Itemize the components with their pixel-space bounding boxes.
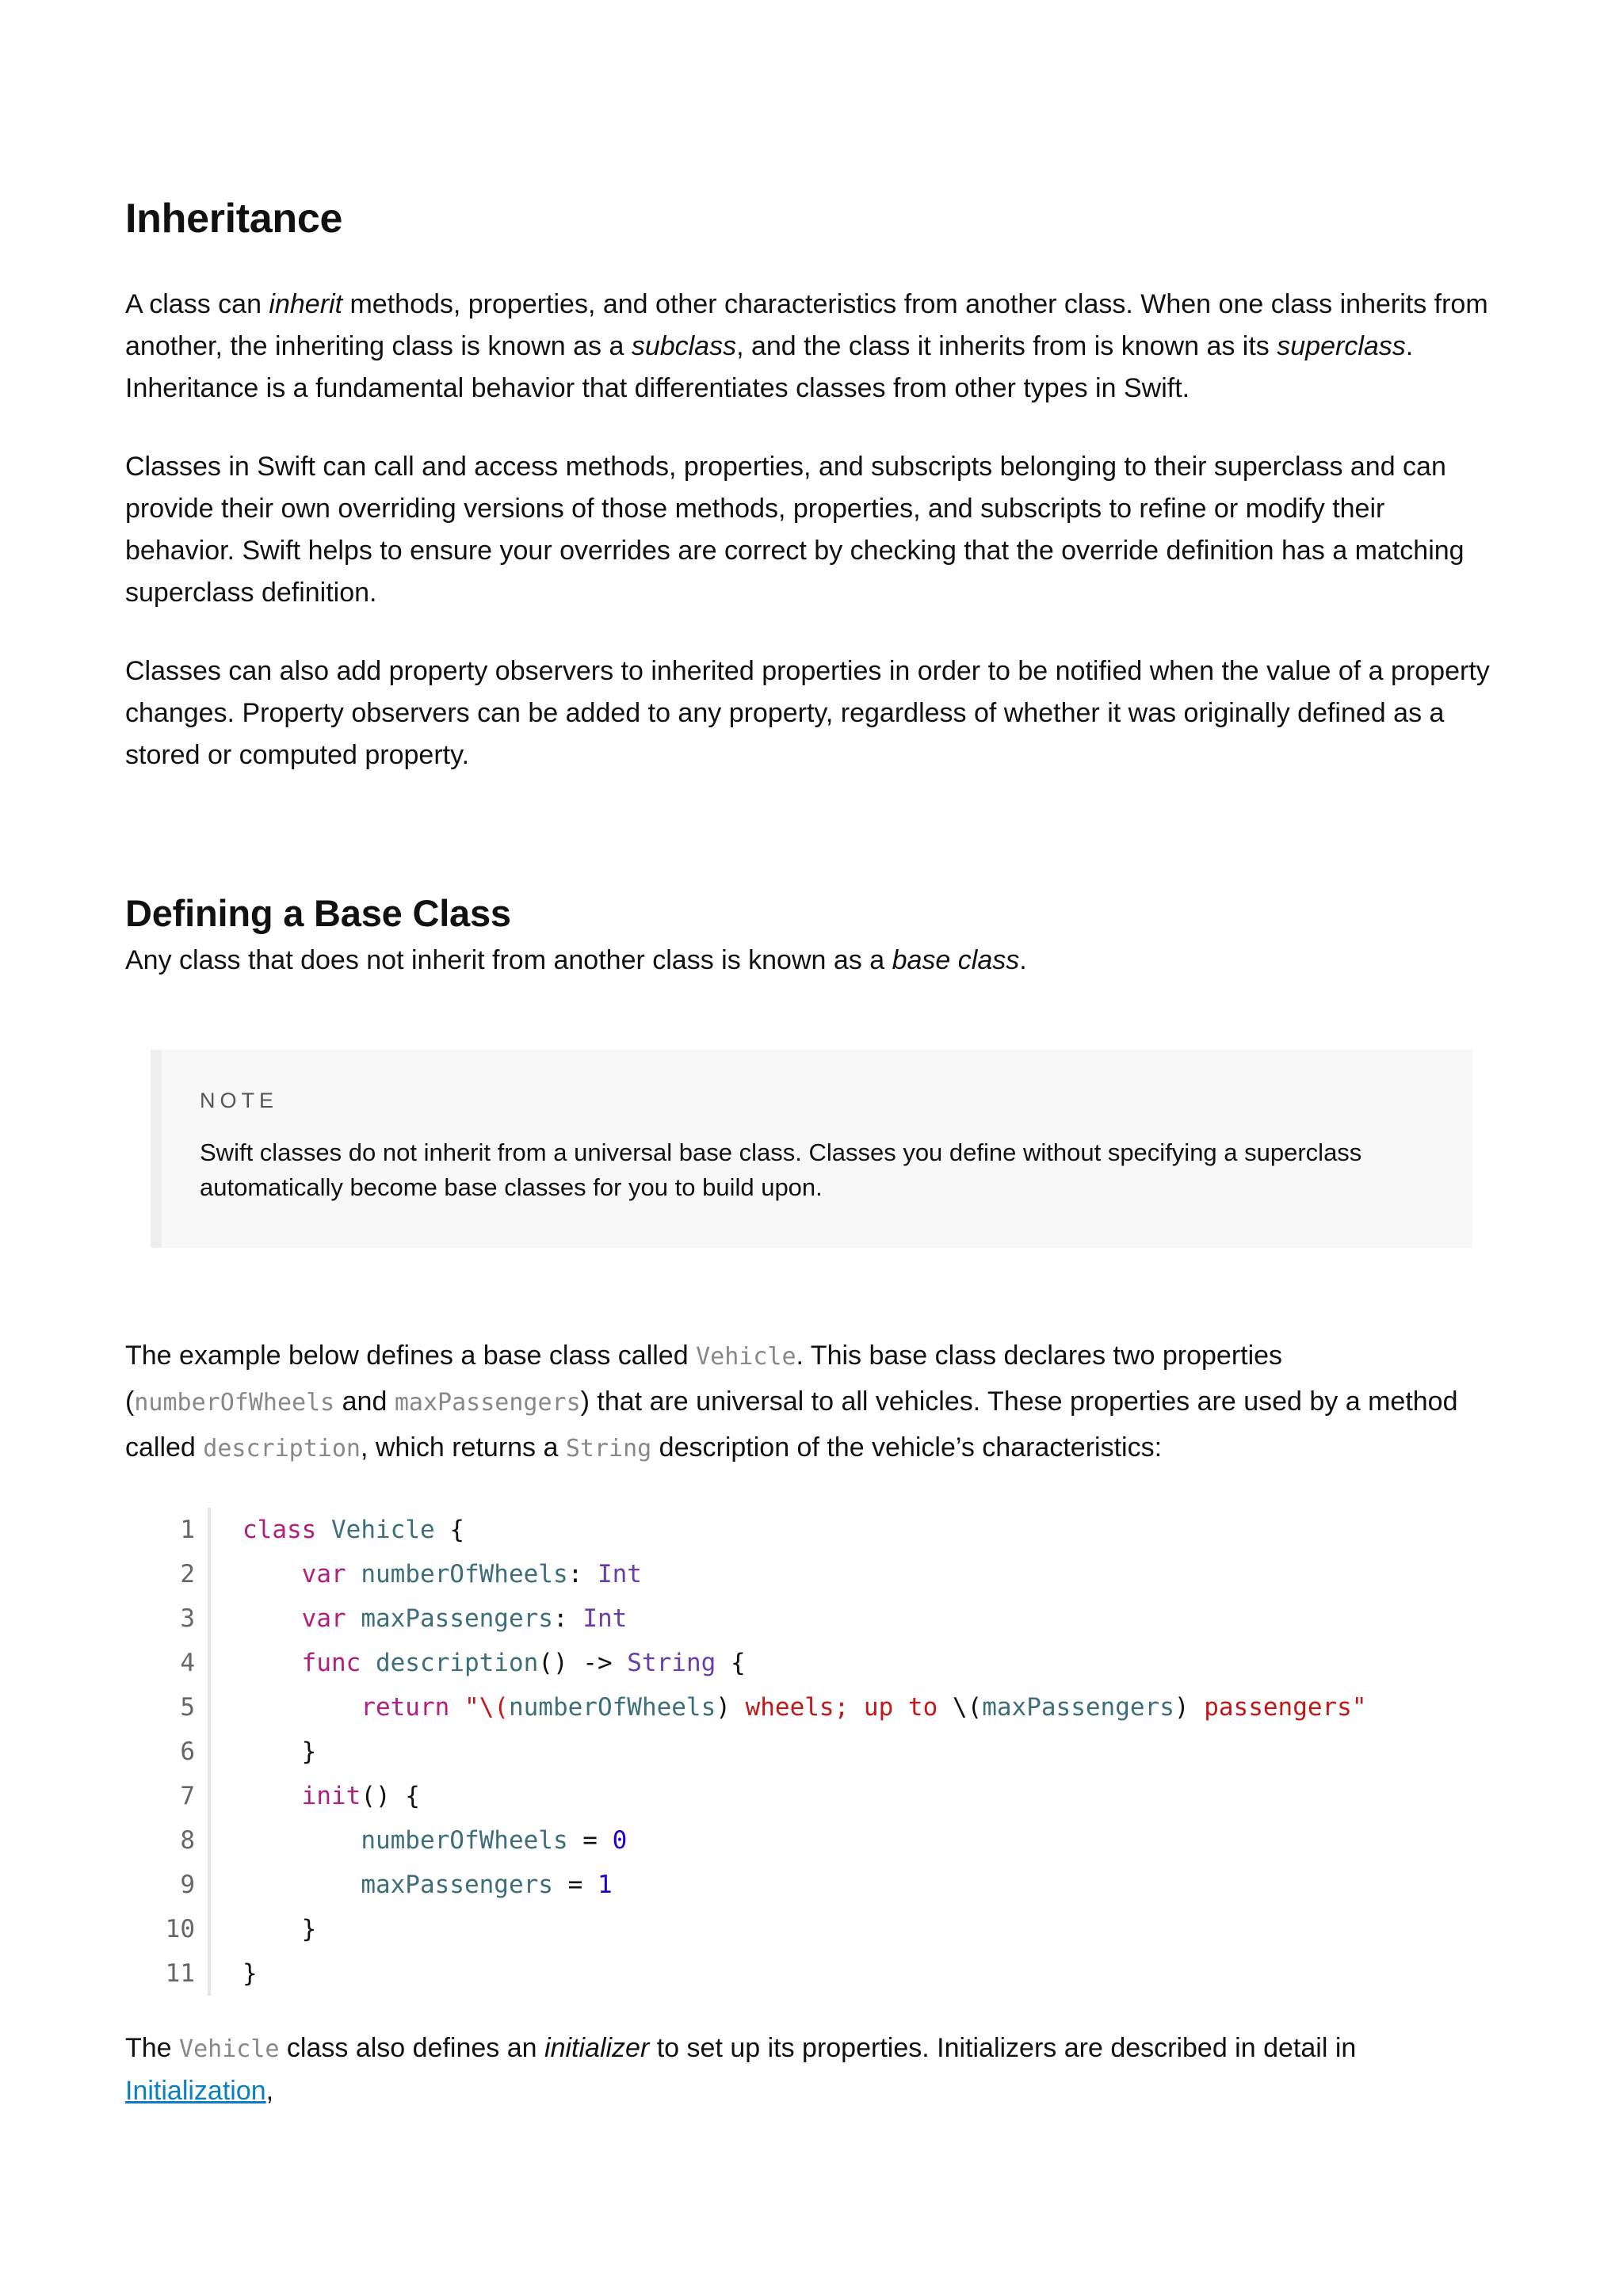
inline-code-description: description (203, 1435, 361, 1463)
line-number: 6 (180, 1737, 195, 1766)
code-lines (211, 1508, 1498, 1996)
initializer-paragraph: The Vehicle class also defines an initializer to set up its properties. Initializers are described in detail in Initialization, (125, 2033, 1357, 2106)
page-title: Inheritance (125, 196, 343, 242)
code-line-4: func description() -> String { (301, 1649, 746, 1677)
line-number: 8 (180, 1826, 195, 1855)
inline-code-numberofwheels: numberOfWheels (134, 1389, 335, 1417)
example-paragraph: The example below defines a base class called Vehicle. This base class declares two properties (numberOfWheels and maxPassengers) that are universal to all vehicles. These properties are used by a method called description, which returns a String description of the vehicle’s characteristics: (125, 1341, 1458, 1463)
code-line-5: return "\(numberOfWheels) wheels; up to \(maxPassengers) passengers" (361, 1693, 1367, 1722)
intro-paragraph-2: Classes in Swift can call and access methods, properties, and subscripts belonging to their superclass and can provide their own overriding versions of those methods, properties, and subscripts to refine or modify their behavior. Swift helps to ensure your overrides are correct by checking that the override definition has a matching superclass definition. (125, 452, 1465, 608)
note-label: NOTE (200, 1089, 279, 1112)
term-inherit: inherit (269, 289, 343, 319)
intro-paragraph-3: Classes can also add property observers to inherited properties in order to be notified when the value of a property changes. Property observers can be added to any property, regardless of whether it was originally defined as a stored or computed property. (125, 656, 1490, 770)
code-line-8: numberOfWheels = 0 (361, 1826, 628, 1855)
code-line-3: var maxPassengers: Int (301, 1604, 628, 1633)
term-superclass: superclass (1277, 331, 1406, 361)
line-number: 2 (180, 1560, 195, 1589)
term-initializer: initializer (544, 2033, 650, 2063)
line-number: 5 (180, 1693, 195, 1722)
section-heading: Defining a Base Class (125, 892, 511, 934)
line-number-gutter (143, 1508, 211, 1996)
inline-code-vehicle: Vehicle (179, 2035, 280, 2063)
line-number: 11 (165, 1959, 195, 1988)
line-number: 3 (180, 1604, 195, 1633)
note-box (151, 1050, 1472, 1248)
inline-code-maxpassengers: maxPassengers (394, 1389, 581, 1417)
inline-code-vehicle: Vehicle (696, 1343, 796, 1371)
line-number: 7 (180, 1782, 195, 1810)
code-line-1: class Vehicle { (242, 1516, 464, 1544)
initialization-link[interactable]: Initialization (125, 2076, 266, 2106)
inline-code-string: String (565, 1435, 652, 1463)
term-base-class: base class (892, 945, 1020, 975)
code-line-11: } (242, 1959, 258, 1988)
intro-paragraph-1: A class can inherit methods, properties, and other characteristics from another class. When one class inherits from another, the inheriting class is known as a subclass, and the class it inherits from is known as its superclass. Inheritance is a fundamental behavior that differentiates classes from other types in Swift. (125, 289, 1488, 403)
code-listing (143, 1508, 1498, 1996)
code-line-7: init() { (301, 1782, 420, 1810)
code-line-10: } (301, 1915, 317, 1943)
line-number: 1 (180, 1516, 195, 1544)
code-line-6: } (301, 1737, 317, 1766)
code-line-9: maxPassengers = 1 (361, 1871, 613, 1899)
term-subclass: subclass (631, 331, 737, 361)
line-number: 10 (165, 1915, 195, 1943)
line-number: 4 (180, 1649, 195, 1677)
code-line-2: var numberOfWheels: Int (301, 1560, 642, 1589)
line-number: 9 (180, 1871, 195, 1899)
note-text: Swift classes do not inherit from a universal base class. Classes you define without specifying a superclass automatically become base classes for you to build upon. (200, 1138, 1362, 1201)
section-intro: Any class that does not inherit from another class is known as a base class. (125, 945, 1027, 975)
